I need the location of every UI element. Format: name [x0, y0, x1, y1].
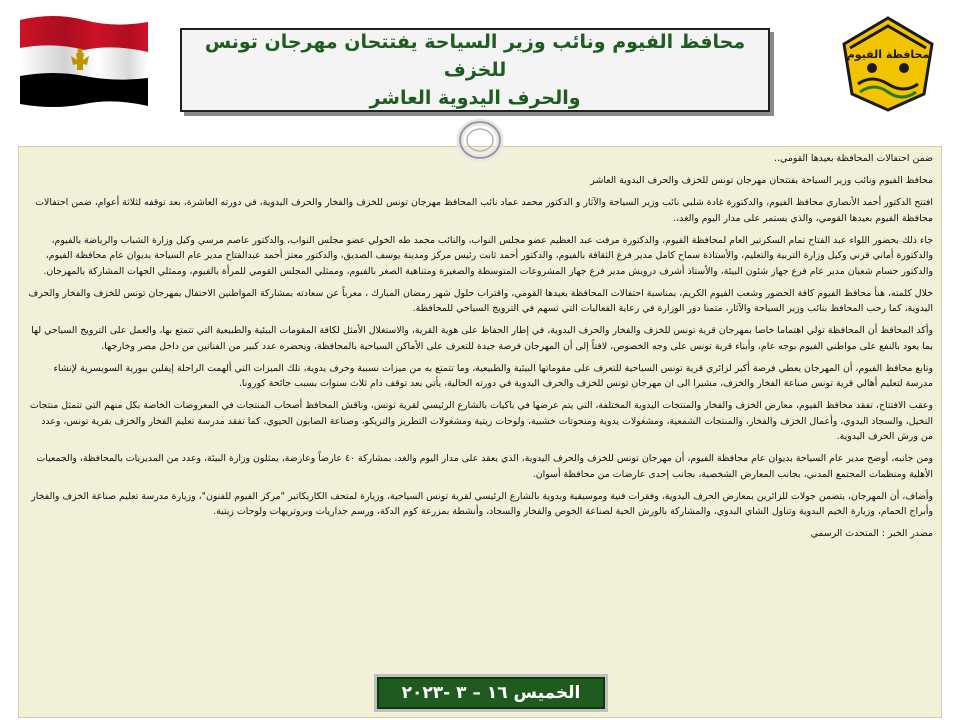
- binder-ring-icon: [454, 110, 506, 162]
- article-paragraph: محافظ الفيوم ونائب وزير السياحة يفتتحان مهرجان تونس للخزف والحرف اليدوية العاشر: [590, 175, 933, 186]
- title-box: [180, 28, 770, 112]
- article-body: [27, 151, 933, 669]
- article-paragraph: افتتح الدكتور أحمد الأنصاري محافظ الفيوم، والدكتورة غادة شلبي نائب وزير السياحة والآثار و الدكتور محمد عماد نائب المحافظ مهرجان تونس للخزف والفخار والحرف اليدوية، في دورته العاشرة، بعد توقفه لثلاثة أعوام، ضمن احتفالات محافظة الفيوم بعيدها القومي، والذي يستمر على مدار اليوم والغد،.: [35, 197, 933, 224]
- egypt-flag: [14, 12, 152, 112]
- article-panel: [18, 146, 942, 718]
- article-paragraph: وأكد المحافظ أن المحافظة تولي اهتماما خاصا بمهرجان قرية تونس للخزف والفخار والحرف اليدوية، في إطار الحفاظ على هوية القرية، والاستغلال الأمثل لكافة المقومات البيئية والطبيعية التي تتمتع بها، والعمل على الترويج السياحي لها بما يعود بالنفع على مواطني الفيوم بوجه عام، وأبناء قرية تونس على وجه الخصوص، لافتاً إلى أن المهرجان فرصة جيدة للتعرف على الأماكن السياحية بالمحافظة، ويحضره عدد كبير من الفنانين من داخل مصر وخارجها.: [31, 325, 933, 352]
- article-paragraph: وتابع محافظ الفيوم، أن المهرجان يعطي فرصة أكبر لزائري قرية تونس السياحية للتعرف على مقوماتها البيئية والطبيعية، وما تتمتع به من ميزات نسبية وحرف يدوية، تلك الميزات التي ألهمت الراحلة إيفلين بيورية السويسرية لإنشاء مدرسة لتعليم أهالي قرية تونس صناعة الفخار والخزف، مشيرا الى ان مهرجان تونس للخزف والحرف اليدوية في دورته الحالية، يأتي بعد توقف دام ثلاث سنوات بسبب جائحة كورونا.: [53, 362, 933, 389]
- date-badge: الخميس ١٦ – ٣ -٢٠٢٣: [374, 674, 608, 712]
- article-paragraph: وعقب الافتتاح، تفقد محافظ الفيوم، معارض الخزف والفخار والمنتجات اليدوية المختلفة، التي يتم عرضها في باكيات بالشارع الرئيسي لقرية تونس، وناقش المحافظ أصحاب المنتجات في المعروضات الخاصة بكل منهم التي تتمثل منتجات النخيل، والسجاد اليدوي، وأعمال الخزف والفخار، والمنتجات الشمعية، ومشغولات يدوية ومنحوتات خشبية، ولوحات زيتية ومشغولات التطريز والتريكو، وصناعة الصابون الحيوي، كما تفقد مدرسة تعليم الفخار والخزف بقرية تونس، وعدد من ورش الحرف اليدوية.: [29, 400, 933, 442]
- logo-text: محافظة الفيوم: [846, 48, 930, 61]
- governorate-logo: [832, 14, 944, 114]
- article-paragraph: خلال كلمته، هنأ محافظ الفيوم كافة الحضور وشعب الفيوم الكريم، بمناسبة احتفالات المحافظة بعيدها القومي، واقتراب حلول شهر رمضان المبارك ، معرباً عن سعادته بمشاركة المواطنين الاحتفال بمهرجان تونس للخزف والفخار والحرف اليدوية، كما رحب المحافظ بنائب وزير السياحة والآثار، متمنا دور الوزارة في رعاية الفعاليات التي تسهم في الترويج السياحي للمحافظة.: [28, 287, 933, 314]
- article-paragraph: وأضاف، أن المهرجان، يتضمن جولات للزائرين بمعارض الحرف اليدوية، وفقرات فنية وموسيقية وبدوية بالشارع الرئيسي لقرية تونس السياحية، وزيارة لمتحف الكاريكاتير "مركز الفيوم للفنون"، وزيارة مدرسة تعليم صناعة الخزف والفخار وأبراج الحمام، وزيارة الخيم البدوية وتناول الشاي البدوي، والمشاركة بالورش الحية لصناعة الخوص والفخار والسجاد، وأنشطة بمزرعة كوم الدكة، ورسم جداريات وبروتريهات ولوحات زيتية.: [31, 490, 933, 517]
- article-source: مصدر الخبر : المتحدث الرسمي: [810, 528, 933, 539]
- article-paragraph: ضمن احتفالات المحافظة بعيدها القومي..: [774, 153, 933, 164]
- article-paragraph: جاء ذلك بحضور اللواء عبد الفتاح تمام السكرتير العام لمحافظة الفيوم، والدكتورة مرفت عبد العظيم عضو مجلس النواب، والنائب محمد طه الخولي عضو مجلس النواب، والدكتور عاصم مرسي وكيل وزارة الشباب والرياضة بالفيوم، والدكتورة أماني قرني وكيل وزارة التربية والتعليم، والأستاذة سماح كامل مدير فرع الثقافة بالفيوم، والدكتور أحمد ثابت رئيس مركز ومدينة يوسف الصديق، والدكتور معتز أحمد عبدالفتاح مدير عام السياحة بديوان عام محافظة الفيوم، والدكتور حسام شعبان مدير عام فرع جهاز شئون البيئة، والأستاذ أشرف درويش مدير فرع جهاز المشروعات المتوسطة والصغيرة ومتناهية الصغر بالفيوم، وممثلي المجلس القومي للمرأة بالفيوم، وممثلي الجهات المشاركة بالمهرجان.: [43, 234, 933, 277]
- page-title-line-2: والحرف اليدوية العاشر: [369, 87, 581, 109]
- article-paragraph: ومن جانبه، أوضح مدير عام السياحة بديوان عام محافظة الفيوم، أن مهرجان تونس للخزف والحرف اليدوية، الذي يعقد على مدار اليوم والغد، بمشاركة ٤٠ عارضاً وعارضة، يمثلون وزارة البيئة، وعدد من المديريات بالمحافظة، والجمعيات الأهلية ومنظمات المجتمع المدني، بجانب المعارض الشخصية، بجانب إحدى عارضات من محافظة أسوان.: [36, 453, 933, 480]
- page-title-line-1: محافظ الفيوم ونائب وزير السياحة يفتتحان مهرجان تونس للخزف: [204, 31, 746, 81]
